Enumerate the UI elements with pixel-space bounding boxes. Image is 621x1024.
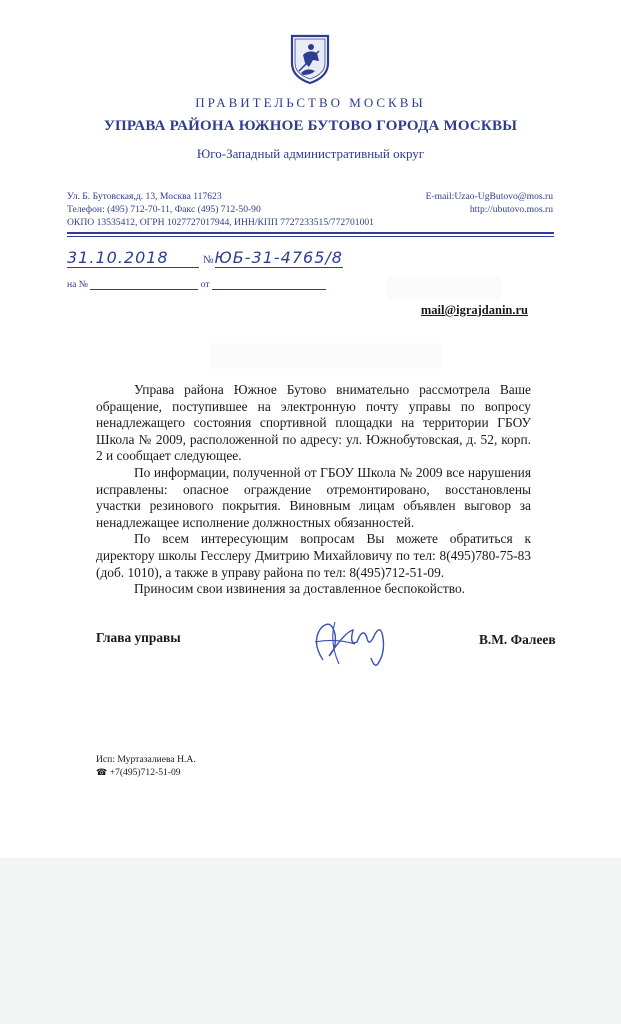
reference-date-blank [212,289,326,290]
registration-date: 31.10.2018 [67,248,199,268]
contact-block-left [67,190,374,229]
body-paragraph-3: По всем интересующим вопросам Вы можете обратиться к директору школы Гесслеру Дмитрию Михайловичу по тел: 8(495)780-75-83 (доб. 1010), а также в управу района по тел: 8(495)712-51-09. [96,531,531,580]
executor-name: Исп: Муртазалиева Н.А. [96,754,196,765]
moscow-coat-of-arms-icon [289,33,331,85]
codes-line: ОКПО 13535412, ОГРН 1027727017944, ИНН/КПП 7727233515/772701001 [67,217,374,228]
email-line: E-mail:Uzao-UgButovo@mos.ru [425,191,553,202]
redacted-salutation-block [210,343,442,369]
reference-on-label: на № [67,279,88,290]
body-paragraph-2: По информации, полученной от ГБОУ Школа № 2009 все нарушения исправлены: опасное ограждение отремонтировано, восстановлены участки резинового покрытия. Виновным лицам объявлен выговор за ненадлежащее исполнение должностных обязанностей. [96,464,531,530]
registration-line [67,248,343,268]
reference-from-label: от [200,279,210,290]
reference-number-blank [90,289,198,290]
district-heading: Юго-Западный административный округ [196,146,425,161]
handwritten-signature [305,612,397,674]
signatory-name: В.М. Фалеев [479,632,556,647]
header-divider [67,232,554,234]
executor-phone-line [96,766,196,780]
body-paragraph-1: Управа района Южное Бутово внимательно рассмотрела Ваше обращение, поступившее на электронную почту управы по вопросу ненадлежащего состояния спортивной площадки на территории ГБОУ Школа № 2009, расположенной по адресу: ул. Южнобутовская, д. 52, корп. 2 и сообщает следующее. [96,382,531,464]
government-heading: ПРАВИТЕЛЬСТВО МОСКВЫ [195,95,426,110]
redacted-recipient-block [386,276,502,300]
scan-margin [0,858,621,1024]
registration-number: ЮБ-31-4765/8 [214,248,343,267]
signatory-title: Глава управы [96,630,181,645]
reference-line [67,279,326,290]
organization-heading: УПРАВА РАЙОНА ЮЖНОЕ БУТОВО ГОРОДА МОСКВЫ [103,118,518,134]
header-divider-thin [67,236,554,237]
telephone-icon: ☎ [96,768,108,778]
letter-body [96,382,531,598]
executor-phone: +7(495)712-51-09 [109,767,181,778]
number-label: № [203,254,215,266]
recipient-email: mail@igrajdanin.ru [420,303,528,317]
executor-block [96,753,196,780]
body-paragraph-4: Приносим свои извинения за доставленное беспокойство. [134,581,465,597]
address-line: Ул. Б. Бутовская,д. 13, Москва 117623 [67,191,222,202]
contact-block-right [426,190,553,216]
website-line: http://ubutovo.mos.ru [469,204,553,215]
phone-line: Телефон: (495) 712-70-11, Факс (495) 712-50-90 [67,204,261,215]
